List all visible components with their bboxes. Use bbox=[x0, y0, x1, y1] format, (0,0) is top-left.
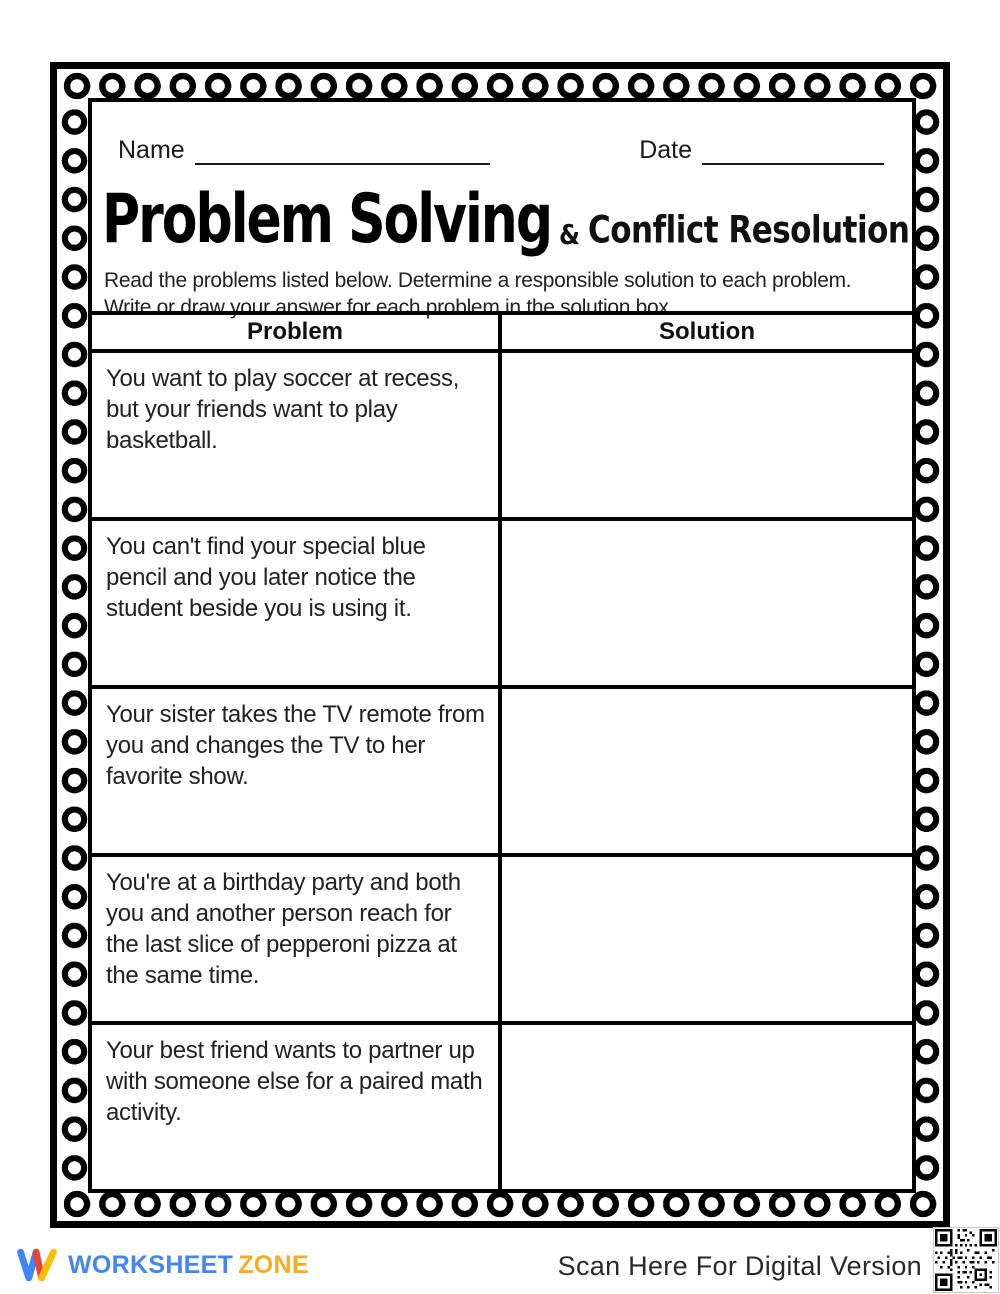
problem-cell-5: Your best friend wants to partner up with someone else for a paired math activity. bbox=[92, 1021, 502, 1189]
title-row bbox=[102, 181, 910, 259]
solution-cell-3[interactable] bbox=[502, 685, 912, 853]
scalloped-border-left bbox=[59, 103, 89, 1187]
problem-cell-4: You're at a birthday party and both you and another person reach for the last slice of pepperoni pizza at the same time. bbox=[92, 853, 502, 1021]
w-logo-icon bbox=[14, 1244, 60, 1286]
name-date-row bbox=[118, 136, 884, 165]
problem-cell-2: You can't find your special blue pencil and you later notice the student beside you is using it. bbox=[92, 517, 502, 685]
date-label: Date bbox=[639, 136, 692, 164]
brand-name-worksheet: WORKSHEET bbox=[68, 1250, 234, 1279]
qr-code bbox=[933, 1227, 999, 1293]
problem-cell-3: Your sister takes the TV remote from you and changes the TV to her favorite show. bbox=[92, 685, 502, 853]
title-ampersand: & bbox=[559, 218, 580, 251]
brand-name-zone: ZONE bbox=[238, 1250, 309, 1279]
instructions-text: Read the problems listed below. Determine a responsible solution to each problem. Write or draw your answer for each problem in the solution box. bbox=[104, 269, 852, 319]
problems-table bbox=[92, 311, 912, 1189]
worksheet-content-area bbox=[88, 98, 916, 1193]
solution-cell-2[interactable] bbox=[502, 517, 912, 685]
date-input-line[interactable] bbox=[702, 137, 884, 165]
name-label: Name bbox=[118, 136, 185, 164]
page-title: Problem Solving bbox=[102, 181, 552, 259]
solution-cell-4[interactable] bbox=[502, 853, 912, 1021]
scalloped-border-top bbox=[60, 71, 940, 101]
worksheet-zone-logo bbox=[14, 1244, 309, 1286]
solution-column-header: Solution bbox=[502, 311, 912, 349]
solution-cell-1[interactable] bbox=[502, 349, 912, 517]
scalloped-border-bottom bbox=[60, 1189, 940, 1219]
problem-cell-1: You want to play soccer at recess, but your friends want to play basketball. bbox=[92, 349, 502, 517]
problem-column-header: Problem bbox=[92, 311, 502, 349]
solution-cell-5[interactable] bbox=[502, 1021, 912, 1189]
w-logo-stroke-yellow bbox=[42, 1252, 54, 1278]
page-subtitle: Conflict Resolution bbox=[587, 208, 910, 252]
scan-instruction-text: Scan Here For Digital Version bbox=[557, 1251, 922, 1281]
name-input-line[interactable] bbox=[195, 137, 490, 165]
